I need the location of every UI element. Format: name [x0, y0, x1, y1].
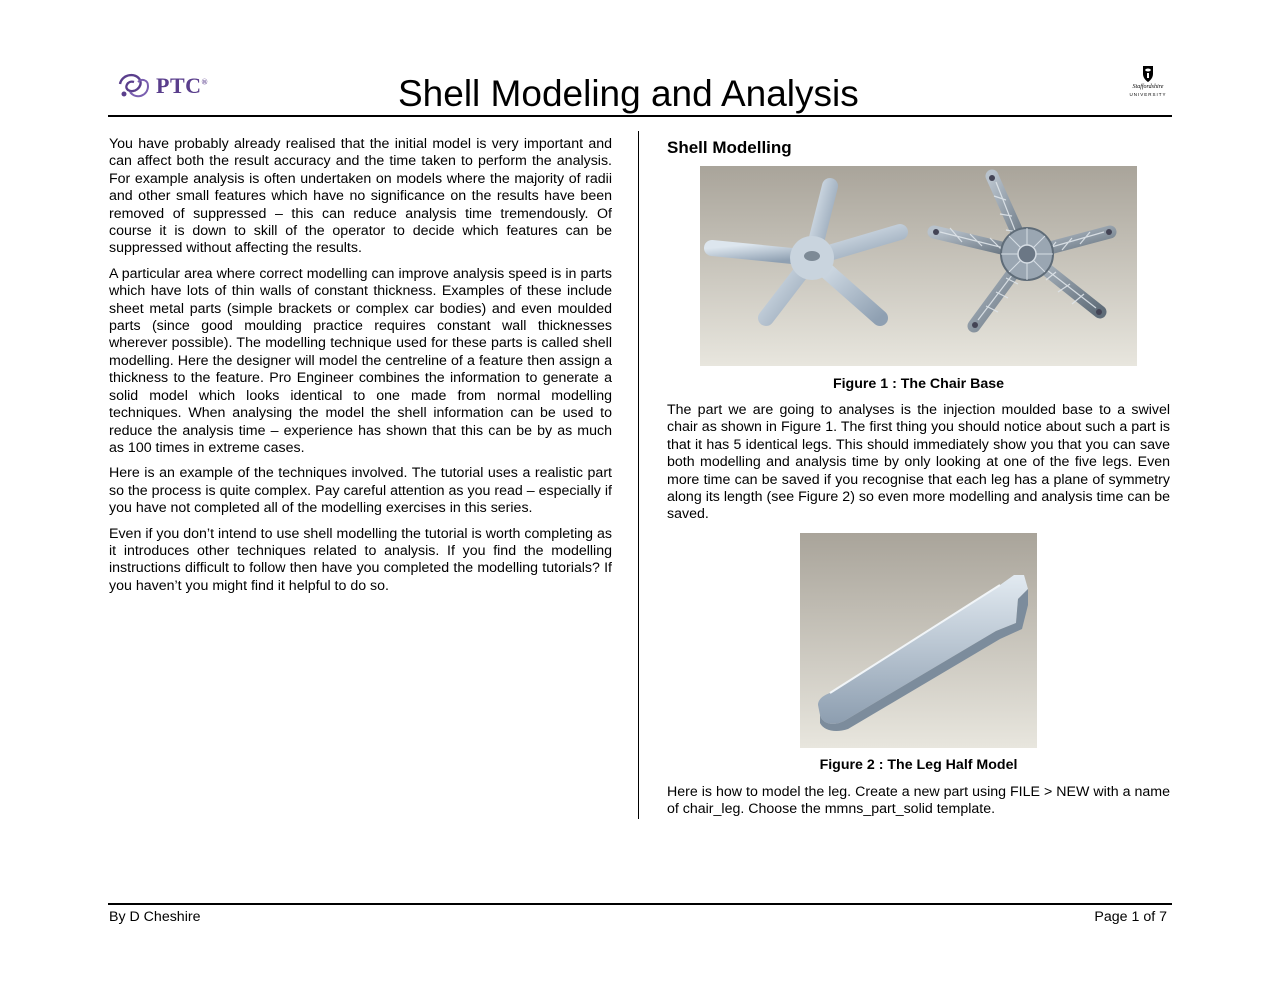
paragraph: Here is an example of the techniques involved. The tutorial uses a realistic part so the process is quite complex. Pay careful attention as you read – especially if you have not completed all of the modelling exercises in this series.: [109, 465, 612, 517]
paragraph: The part we are going to analyses is the injection moulded base to a swivel chair as shown in Figure 1. The first thing you should notice about such a part is that it has 5 identical legs. This should immediately show you that you can save both modelling and analysis time by only looking at one of the five legs. Even more time can be saved if you recognise that each leg has a plane of symmetry along its length (see Figure 2) so even more modelling and analysis time can be saved.: [667, 402, 1170, 523]
left-column: [109, 136, 612, 603]
column-divider: [638, 131, 639, 819]
figure-leg-half-model: [800, 533, 1037, 748]
paragraph: Here is how to model the leg. Create a new part using FILE > NEW with a name of chair_leg. Choose the mmns_part_solid template.: [667, 784, 1170, 818]
footer-author: By D Cheshire: [109, 909, 201, 925]
figure-2-caption: Figure 2 : The Leg Half Model: [819, 757, 1018, 773]
university-crest-icon: [1122, 64, 1174, 84]
university-logo: [1122, 64, 1174, 106]
ptc-swirl-icon: [116, 70, 152, 102]
paragraph: Even if you don’t intend to use shell modelling the tutorial is worth completing as it introduces other techniques related to analysis. If you find the modelling instructions difficult to follow then have you completed the modelling tutorials? If you haven’t you might find it helpful to do so.: [109, 525, 612, 594]
university-name: Staffordshire: [1132, 84, 1164, 90]
ptc-logo: [116, 66, 226, 106]
section-heading: Shell Modelling: [667, 138, 792, 157]
paragraph: A particular area where correct modelling can improve analysis speed is in parts which have lots of thin walls of constant thickness. Examples of these include sheet metal parts (simple brackets or complex car bodies) and even moulded parts (since good moulding practice requires constant wall thicknesses wherever possible). The modelling technique used for these parts is called shell modelling. Here the designer will model the centreline of a feature then assign a thickness to the feature. Pro Engineer combines the information to generate a solid model which looks identical to one made from normal modelling techniques. When analysing the model the shell information can be used to reduce the analysis time – experience has shown that this can be by as much as 100 times in extreme cases.: [109, 265, 612, 456]
footer-rule: [108, 903, 1172, 905]
paragraph: You have probably already realised that the initial model is very important and can affect both the result accuracy and the time taken to perform the analysis. For example analysis is often undertaken on models where the majority of radii and other small features which have no significance on the results have been removed of suppressed – this can reduce analysis time tremendously. Of course it is down to skill of the operator to decide which features can be suppressed without affecting the results.: [109, 136, 612, 257]
figure-1-caption: Figure 1 : The Chair Base: [832, 376, 1005, 392]
figure-chair-base: [700, 166, 1137, 366]
page-title: Shell Modeling and Analysis: [398, 73, 859, 114]
footer-page-number: Page 1 of 7: [1094, 909, 1167, 925]
university-subtitle: UNIVERSITY: [1129, 92, 1167, 97]
ptc-logo-text: PTC®: [156, 73, 208, 98]
header-rule: [108, 115, 1172, 117]
